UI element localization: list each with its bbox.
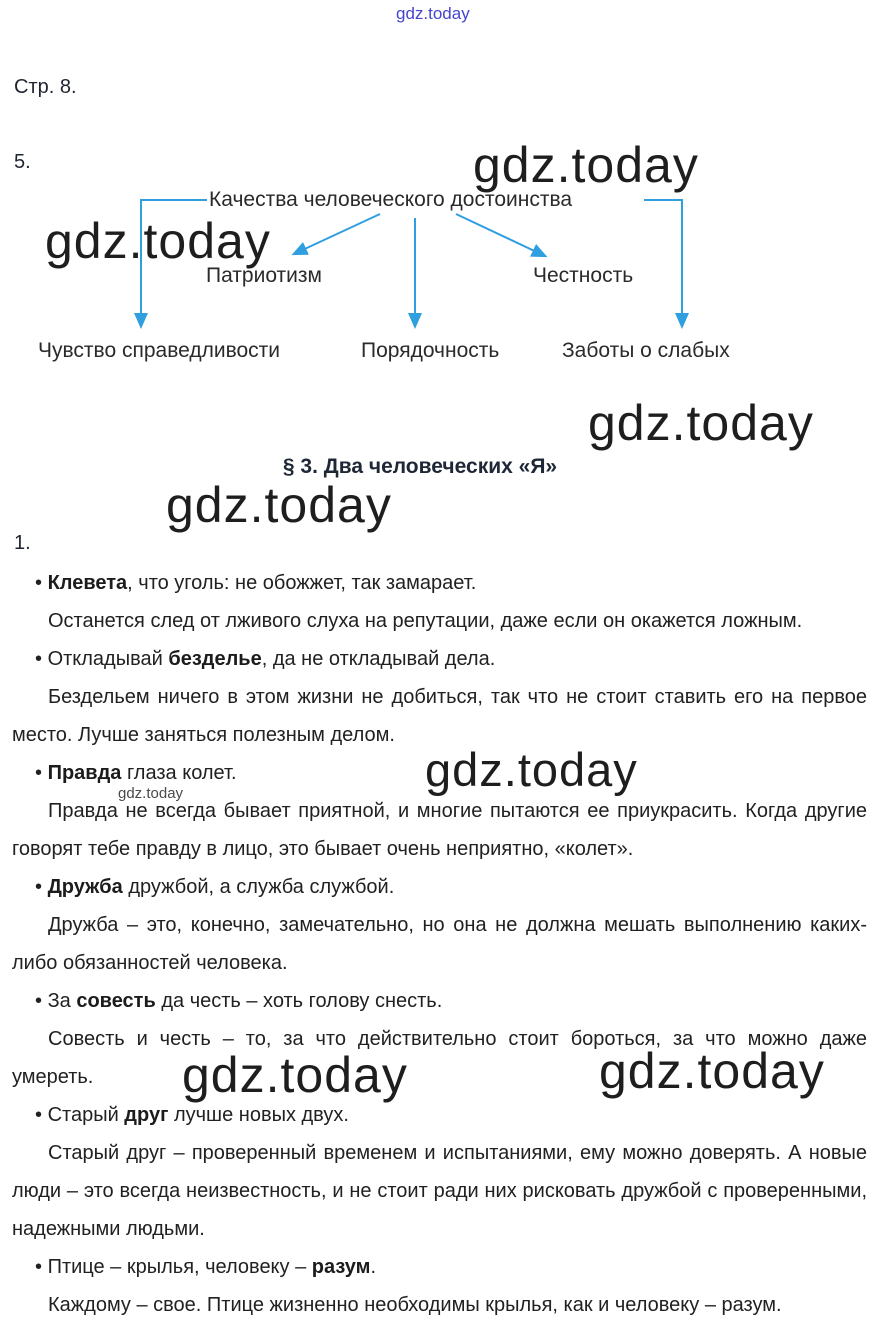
watermark: gdz.today [425, 743, 638, 796]
task-5-label: 5. [14, 151, 31, 173]
proverb-item [12, 1096, 867, 1134]
diagram-root-label: Качества человеческого достоинства [209, 188, 573, 211]
proverb-item [12, 982, 867, 1020]
answer-list [12, 564, 867, 1318]
proverb-keyword: разум [311, 1256, 371, 1278]
diagram-node-spravedlivost: Чувство справедливости [38, 339, 281, 362]
proverb-explanation: Старый друг – проверенный временем и испытаниями, ему можно доверять. А новые люди – это всегда неизвестность, и не стоит ради них рисковать дружбой с проверенными, надежными людьми. [12, 1142, 867, 1240]
watermark-top: gdz.today [396, 4, 470, 23]
section-heading: § 3. Два человеческих «Я» [282, 455, 558, 478]
proverb-explanation: Останется след от лживого слуха на репутации, даже если он окажется ложным. [48, 610, 803, 632]
diagram-node-patriotizm: Патриотизм [206, 264, 322, 287]
proverb-explanation: Дружба – это, конечно, замечательно, но она не должна мешать выполнению каких-либо обязанностей человека. [12, 914, 867, 974]
watermark: gdz.today [599, 1043, 825, 1099]
proverb-pre: Откладывай [47, 648, 169, 670]
proverb-item [12, 754, 867, 792]
watermark: gdz.today [166, 477, 392, 533]
proverb-post: лучше новых двух. [168, 1104, 349, 1126]
watermark: gdz.today [182, 1047, 408, 1103]
proverb-keyword: Правда [47, 762, 122, 784]
proverb-post: да честь – хоть голову снесть. [155, 990, 443, 1012]
diagram-node-chestnost: Честность [533, 264, 634, 287]
watermark: gdz.today [588, 395, 814, 451]
proverb-post: . [370, 1256, 377, 1278]
proverb-explanation: Каждому – свое. Птице жизненно необходимы крылья, как и человеку – разум. [48, 1294, 782, 1316]
proverb-keyword: Клевета [47, 572, 128, 594]
proverb-explanation: Правда не всегда бывает приятной, и многие пытаются ее приукрасить. Когда другие говорят тебе правду в лицо, это бывает очень неприятно, «колет». [12, 800, 867, 860]
proverb-keyword: совесть [76, 990, 156, 1012]
watermark: gdz.today [473, 137, 699, 193]
proverb-keyword: друг [124, 1104, 169, 1126]
diagram-node-poryadochnost: Порядочность [361, 339, 500, 362]
proverb-post: дружбой, а служба службой. [122, 876, 395, 898]
proverb-item [12, 1248, 867, 1286]
proverb-pre: Птице – крылья, человеку – [47, 1256, 312, 1278]
proverb-post: , что уголь: не обожжет, так замарает. [127, 572, 477, 594]
proverb-item [12, 868, 867, 906]
proverb-pre: Старый [47, 1104, 125, 1126]
diagram-node-zaboty: Заботы о слабых [562, 339, 730, 362]
proverb-post: глаза колет. [121, 762, 237, 784]
proverb-keyword: Дружба [47, 876, 123, 898]
proverb-pre: За [47, 990, 77, 1012]
watermark-small: gdz.today [118, 785, 184, 802]
task-1-label: 1. [14, 532, 31, 554]
page-number-label: Стр. 8. [14, 76, 77, 98]
proverb-post: , да не откладывай дела. [261, 648, 496, 670]
proverb-explanation: Совесть и честь – то, за что действительно стоит бороться, за что можно даже умереть. [12, 1028, 867, 1088]
proverb-explanation: Бездельем ничего в этом жизни не добиться, так что не стоит ставить его на первое место. Лучше заняться полезным делом. [12, 686, 867, 746]
proverb-keyword: безделье [168, 648, 262, 670]
watermark: gdz.today [45, 213, 271, 269]
proverb-item [12, 564, 867, 602]
proverb-item [12, 640, 867, 678]
